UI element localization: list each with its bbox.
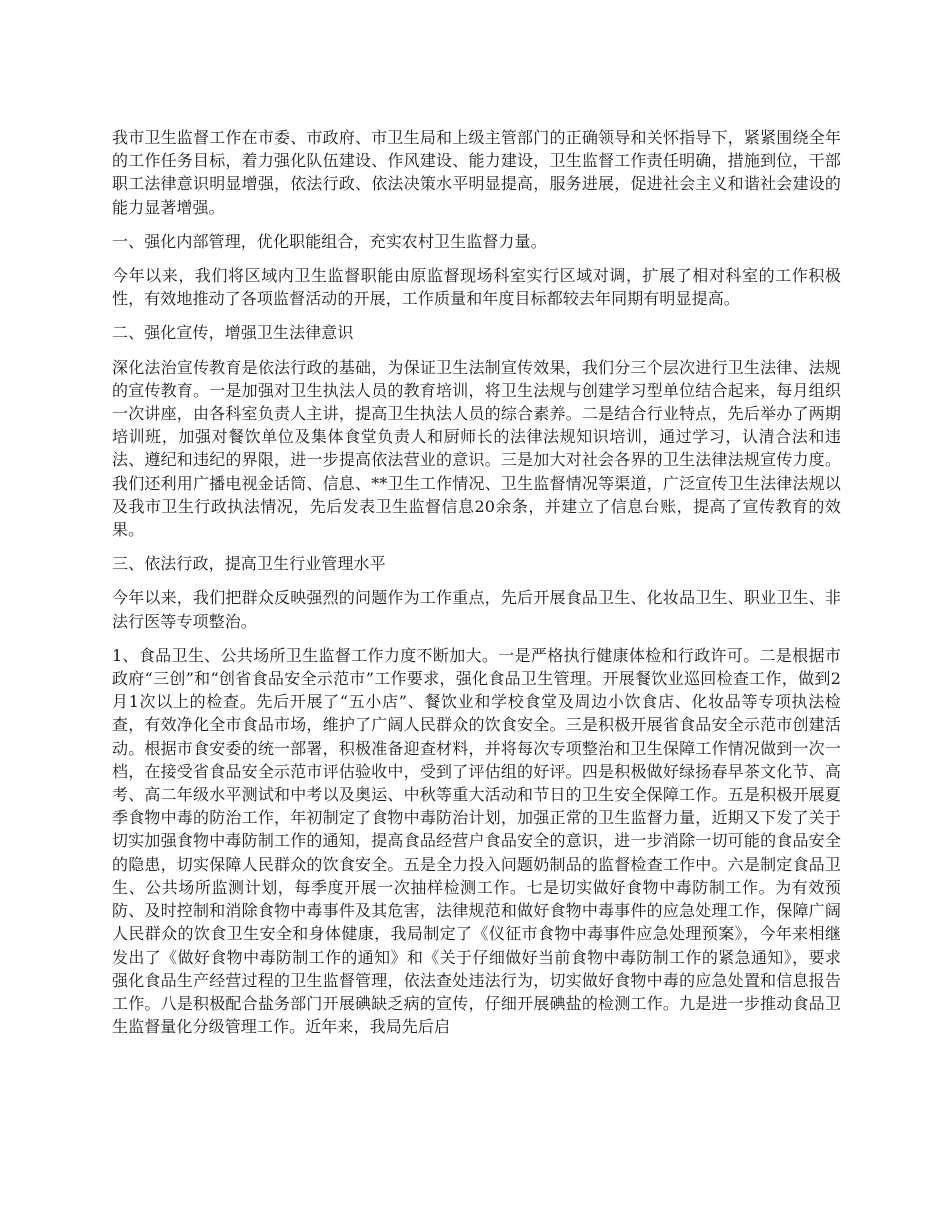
document-page [112,126,841,1049]
section-2-paragraph: 深化法治宣传教育是依法行政的基础，为保证卫生法制宣传效果，我们分三个层次进行卫生法律、法规的宣传教育。一是加强对卫生执法人员的教育培训，将卫生法规与创建学习型单位结合起来，每月组织一次讲座，由各科室负责人主讲，提高卫生执法人员的综合素养。二是结合行业特点，先后举办了两期培训班，加强对餐饮单位及集体食堂负责人和厨师长的法律法规知识培训，通过学习，认清合法和违法、遵纪和违纪的界限，进一步提高依法营业的意识。三是加大对社会各界的卫生法律法规宣传力度。我们还利用广播电视金话筒、信息、**卫生工作情况、卫生监督情况等渠道，广泛宣传卫生法律法规以及我市卫生行政执法情况，先后发表卫生监督信息20余条，并建立了信息台账，提高了宣传教育的效果。 [112,357,841,540]
section-heading-3: 三、依法行政，提高卫生行业管理水平 [112,554,386,574]
section-1-paragraph: 今年以来，我们将区域内卫生监督职能由原监督现场科室实行区域对调，扩展了相对科室的工作积极性，有效地推动了各项监督活动的开展，工作质量和年度目标都较去年同期有明显提高。 [112,266,841,309]
section-3-paragraph: 今年以来，我们把群众反映强烈的问题作为工作重点，先后开展食品卫生、化妆品卫生、职业卫生、非法行医等专项整治。 [112,588,841,631]
section-heading-2: 二、强化宣传，增强卫生法律意识 [112,323,354,343]
section-heading-1: 一、强化内部管理，优化职能组合，充实农村卫生监督力量。 [112,231,547,251]
section-3-item-1-paragraph: 1、食品卫生、公共场所卫生监督工作力度不断加大。一是严格执行健康体检和行政许可。二是根据市政府“三创”和“创省食品安全示范市”工作要求，强化食品卫生管理。开展餐饮业巡回检查工作，做到2月1次以上的检查。先后开展了“五小店”、餐饮业和学校食堂及周边小饮食店、化妆品等专项执法检查，有效净化全市食品市场，维护了广阔人民群众的饮食安全。三是积极开展省食品安全示范市创建活动。根据市食安委的统一部署，积极准备迎查材料，并将每次专项整治和卫生保障工作情况做到一次一档，在接受省食品安全示范市评估验收中，受到了评估组的好评。四是积极做好绿扬春早茶文化节、高考、高二年级水平测试和中考以及奥运、中秋等重大活动和节日的卫生安全保障工作。五是积极开展夏季食物中毒的防治工作，年初制定了食物中毒防治计划，加强正常的卫生监督力量，近期又下发了关于切实加强食物中毒防制工作的通知，提高食品经营户食品安全的意识，进一步消除一切可能的食品安全的隐患，切实保障人民群众的饮食安全。五是全力投入问题奶制品的监督检查工作中。六是制定食品卫生、公共场所监测计划，每季度开展一次抽样检测工作。七是切实做好食物中毒防制工作。为有效预防、及时控制和消除食物中毒事件及其危害，法律规范和做好食物中毒事件的应急处理工作，保障广阔人民群众的饮食卫生安全和身体健康，我局制定了《仪征市食物中毒事件应急处理预案》，今年来相继发出了《做好食物中毒防制工作的通知》和《关于仔细做好当前食物中毒防制工作的紧急通知》，要求强化食品生产经营过程的卫生监督管理，依法查处违法行为，切实做好食物中毒的应急处置和信息报告工作。八是积极配合盐务部门开展碘缺乏病的宣传，仔细开展碘盐的检测工作。九是进一步推动食品卫生监督量化分级管理工作。近年来，我局先后启 [112,645,841,1037]
intro-paragraph: 我市卫生监督工作在市委、市政府、市卫生局和上级主管部门的正确领导和关怀指导下，紧紧围绕全年的工作任务目标，着力强化队伍建设、作风建设、能力建设，卫生监督工作责任明确，措施到位，干部职工法律意识明显增强，依法行政、依法决策水平明显提高，服务进展，促进社会主义和谐社会建设的能力显著增强。 [112,128,841,217]
